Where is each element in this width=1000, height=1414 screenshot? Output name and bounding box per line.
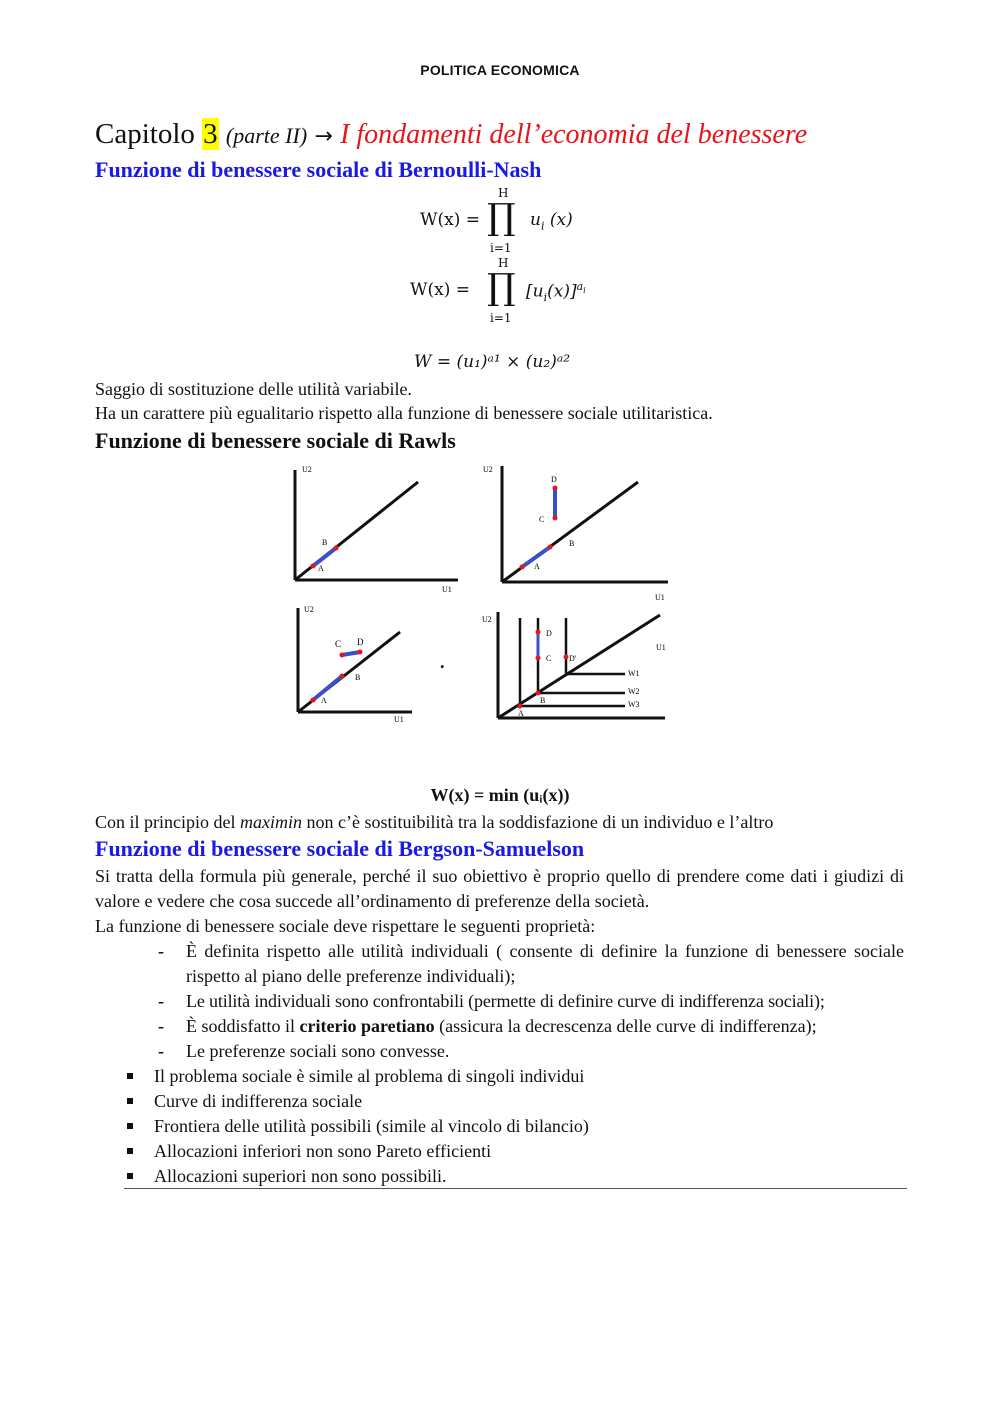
formula-bernoulli-nash-3: W = (u₁)ᵃ¹ × (u₂)ᵃ² (414, 352, 571, 372)
svg-text:B: B (540, 696, 546, 705)
list-item: Il problema sociale è simile al problema di singoli individui (127, 1064, 584, 1089)
svg-text:B: B (322, 538, 328, 547)
svg-text:A: A (318, 564, 324, 573)
svg-text:D': D' (569, 654, 577, 663)
svg-text:W1: W1 (628, 669, 640, 678)
bullet-icon (127, 1098, 133, 1104)
svg-text:W2: W2 (628, 687, 640, 696)
separator-dot: . (440, 652, 445, 672)
arrow-right-icon: → (314, 124, 333, 149)
text-egalitarian: Ha un carattere più egualitario rispetto alla funzione di benessere sociale utilitaristica. (95, 403, 713, 423)
svg-text:U2: U2 (304, 605, 314, 614)
bullet-icon (127, 1123, 133, 1129)
list-item: Allocazioni inferiori non sono Pareto efficienti (127, 1139, 491, 1164)
svg-text:A: A (534, 562, 540, 571)
svg-text:D: D (357, 637, 364, 647)
chapter-word: Capitolo (95, 118, 195, 150)
list-item: - È definita rispetto alle utilità individuali ( consente di definire la funzione di benessere sociale rispetto al piano delle preferenze individuali); (158, 941, 904, 986)
rawls-diagrams (280, 460, 700, 730)
formula-bernoulli-nash-1: W(x) = H ∏ i=1 $u_i$ (x) (420, 186, 573, 255)
section-heading-bernoulli-nash: Funzione di benessere sociale di Bernoulli-Nash (95, 157, 542, 182)
list-item: Curve di indifferenza sociale (127, 1089, 362, 1114)
svg-text:D: D (546, 629, 552, 638)
svg-text:C: C (335, 639, 342, 649)
section-heading-rawls: Funzione di benessere sociale di Rawls (95, 428, 456, 453)
svg-text:W3: W3 (628, 700, 640, 709)
section-heading-bergson-samuelson: Funzione di benessere sociale di Bergson-Samuelson (95, 836, 585, 861)
bullet-icon (127, 1148, 133, 1154)
text-maximin: Con il principio del maximin non c’è sostituibilità tra la soddisfazione di un individuo e l’altro (95, 812, 774, 832)
formula-bernoulli-nash-2: W(x) = H ∏ i=1 $[u_i(x)]^{a_i}$ (410, 256, 586, 325)
rawls-panel-2 (483, 465, 668, 602)
svg-text:U2: U2 (482, 615, 492, 624)
svg-text:A: A (321, 696, 327, 705)
divider (124, 1188, 907, 1189)
svg-text:C: C (546, 654, 552, 663)
svg-text:D: D (551, 475, 557, 484)
rawls-panel-3 (298, 605, 412, 724)
svg-text:U2: U2 (483, 465, 493, 474)
page-header: POLITICA ECONOMICA (420, 62, 580, 78)
svg-text:U1: U1 (656, 643, 666, 652)
list-item: Frontiera delle utilità possibili (simile al vincolo di bilancio) (127, 1114, 589, 1139)
svg-text:U1: U1 (655, 593, 665, 602)
text-properties-intro: La funzione di benessere sociale deve rispettare le seguenti proprietà: (95, 916, 596, 936)
rawls-panel-1 (295, 465, 458, 594)
list-item: - Le preferenze sociali sono convesse. (158, 1041, 450, 1061)
bullet-icon (127, 1173, 133, 1179)
svg-text:U1: U1 (394, 715, 404, 724)
list-item: - È soddisfatto il criterio paretiano (assicura la decrescenza delle curve di indifferenza); (158, 1016, 817, 1036)
rawls-formula: W(x) = min (uᵢ(x)) (430, 785, 570, 805)
chapter-title: Capitolo 3 (parte II) → I fondamenti dell’economia del benessere (95, 118, 808, 150)
rawls-panel-4 (482, 612, 666, 718)
svg-text:C: C (539, 515, 545, 524)
chapter-subtitle: I fondamenti dell’economia del benessere (340, 119, 808, 150)
svg-text:B: B (355, 673, 361, 682)
chapter-number: 3 (203, 118, 218, 150)
text-general-formula: Si tratta della formula più generale, perché il suo obiettivo è proprio quello di prendere come dati i giudizi di valore e vedere che cosa succede all’ordinamento di preferenze della società. (95, 866, 904, 911)
svg-text:U1: U1 (442, 585, 452, 594)
svg-text:A: A (518, 709, 524, 718)
list-item: - Le utilità individuali sono confrontabili (permette di definire curve di indifferenza sociali); (158, 991, 825, 1011)
bullet-icon (127, 1073, 133, 1079)
list-item: Allocazioni superiori non sono possibili. (127, 1164, 446, 1189)
text-substitution-rate: Saggio di sostituzione delle utilità variabile. (95, 379, 412, 399)
svg-text:U2: U2 (302, 465, 312, 474)
chapter-part: parte II (233, 123, 300, 148)
svg-text:B: B (569, 539, 575, 548)
